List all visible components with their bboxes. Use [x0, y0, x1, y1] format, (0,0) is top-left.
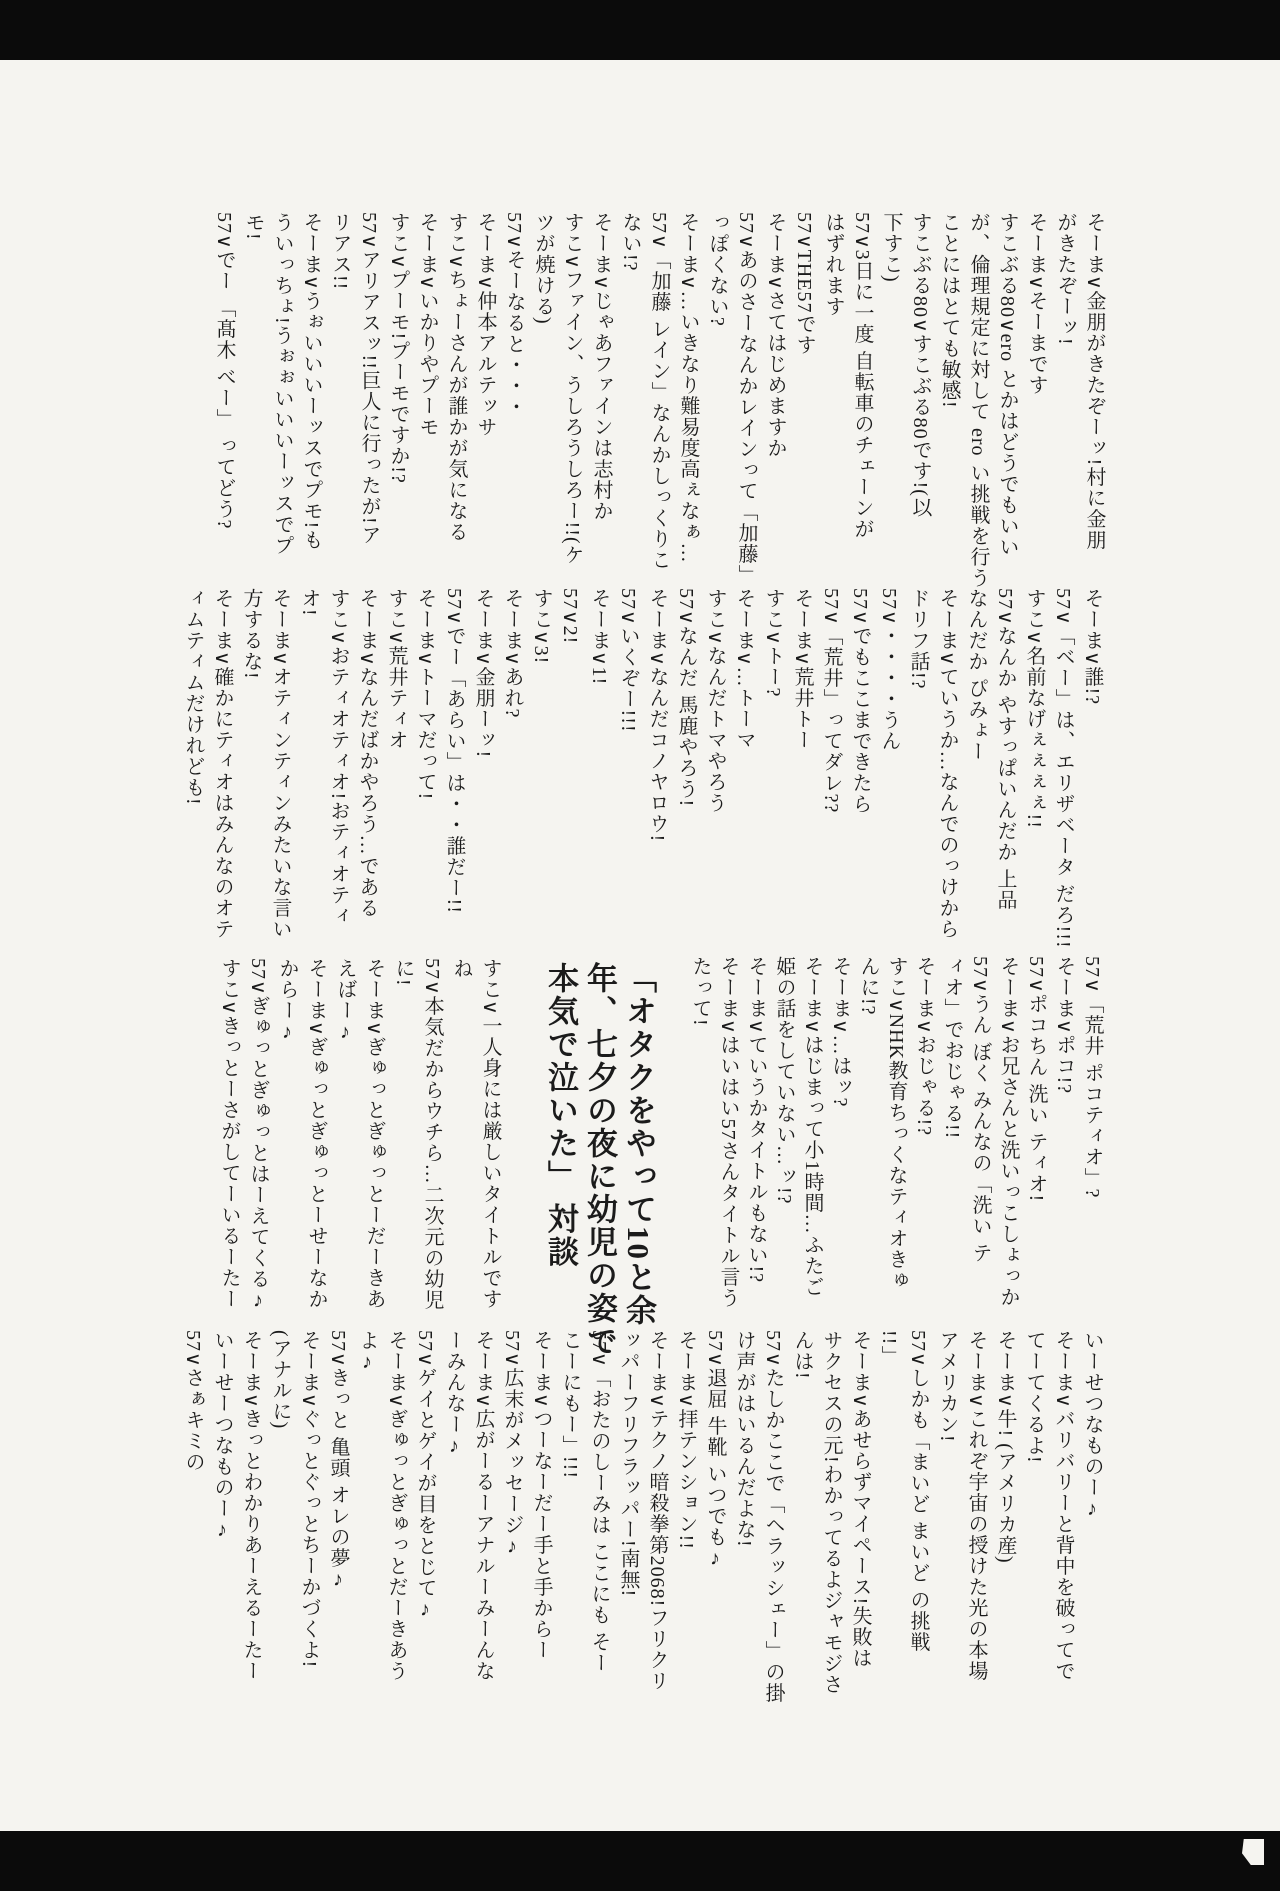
text-column: 57∨3日に一度 自転車のチェーンが: [851, 212, 873, 540]
text-column: そーま∨はじまって小1時間…ふたご: [801, 956, 823, 1298]
text-column: すこ∨3!: [530, 588, 552, 665]
text-column: 57∨ぎゅっとぎゅっとはーえてくる♪: [247, 958, 269, 1313]
text-column: そーま∨テクノ暗殺拳第2068!フリクリ: [646, 1330, 668, 1692]
text-column: そーま∨つーなーだー手と手からー: [530, 1330, 552, 1661]
text-column: すこ∨一人身には厳しいタイトルです: [479, 958, 501, 1310]
text-column: よ♪: [356, 1330, 378, 1374]
text-column: そーま∨…トーマ: [733, 588, 755, 751]
text-column: そーま∨…はッ?: [829, 956, 851, 1108]
text-column: そーま∨きっとわかりあーえるーたー: [240, 1330, 262, 1682]
text-column: 年、七夕の夜に幼児の姿で: [582, 962, 617, 1358]
text-column: ィムティムだけれども!: [182, 588, 204, 806]
text-column: そーま∨はいはい57さんタイトル言う: [717, 956, 739, 1309]
text-column: 57∨本気だからウチら…二次元の幼児: [421, 958, 443, 1311]
text-column: いーせーつなものー♪: [211, 1330, 233, 1542]
text-column: そーま∨うぉいいいーッスでプモ!も: [300, 212, 322, 551]
text-column: すこ∨プーモ!プーモですか!?: [387, 212, 409, 484]
text-column: サクセスの元!わかってるよジャモジさ: [820, 1330, 842, 1695]
text-column: ッパーフリフラッパー!南無!: [617, 1330, 639, 1598]
text-column: そーま∨ていうかタイトルもない!?: [745, 956, 767, 1284]
text-column: てーてくるよ!: [1023, 1330, 1045, 1464]
text-column: んに!?: [857, 956, 879, 1016]
text-column: 57∨そーなると・・・: [503, 212, 525, 418]
text-column: そーま∨金朋ーッ!: [472, 588, 494, 759]
text-column: いーせつなものー♪: [1081, 1330, 1103, 1521]
text-column: 57∨「荒井 ポコティオ」?: [1081, 956, 1103, 1199]
text-band-2: [178, 588, 1106, 960]
text-column: け声がはいるんだよな!: [733, 1330, 755, 1548]
text-column: すこ∨おティオティオ!おティオティ: [327, 588, 349, 927]
text-column: っぽくない?: [706, 212, 728, 327]
text-band-1: [209, 212, 1108, 592]
text-column: 57∨退屈 牛靴 いつでも♪: [704, 1330, 726, 1571]
text-column: 57∨広末がメッセージ♪: [501, 1330, 523, 1559]
text-column: そーま∨金朋がきたぞーッ!村に金朋: [1083, 212, 1105, 551]
text-column: そーま∨そーまです: [1025, 212, 1047, 396]
text-column: そーま∨ていうか…なんでのっけから: [936, 588, 958, 940]
text-column: オ!: [298, 588, 320, 617]
text-column: 57∨THE57です: [793, 212, 815, 356]
text-column: すこ∨トー?: [762, 588, 784, 698]
text-column: ーみんなー♪: [443, 1330, 465, 1458]
text-column: ドリフ話!?: [907, 588, 929, 690]
text-column: が、倫理規定に対して ero い挑戦を行う: [967, 212, 989, 589]
text-column: そーま∨いかりやプーモ: [416, 212, 438, 438]
text-column: !!」: [878, 1330, 900, 1367]
text-column: ィオ」でおじゃる!!: [941, 956, 963, 1140]
text-column: こーにもー」!!!: [559, 1330, 581, 1479]
text-column: そーま∨お兄さんと洗いっこしょっか: [997, 956, 1019, 1308]
interview-title: [541, 962, 658, 1358]
text-column: 「オタクをやって10と余: [621, 962, 656, 1327]
text-column: そーま∨あれ?: [501, 588, 523, 719]
text-column: 下すこ): [880, 212, 902, 283]
text-column: ういっちょ!うぉぉいいいーッスでプ: [271, 212, 293, 556]
top-scan-bar: [0, 0, 1280, 60]
text-column: 57∨2!: [559, 588, 581, 645]
text-column: はずれます: [822, 212, 844, 317]
text-column: 57∨なんか やすっぱいんだか 上品: [994, 588, 1016, 911]
text-column: がきたぞーッ!: [1054, 212, 1076, 346]
text-column: (アナルに): [269, 1330, 291, 1430]
page-corner-mark: [1242, 1839, 1264, 1865]
text-column: たって!: [689, 956, 711, 1027]
text-band-4: [178, 1330, 1106, 1712]
text-column: そーま∨バリバリーと背中を破ってで: [1052, 1330, 1074, 1682]
text-column: そーま∨誰!?: [1081, 588, 1103, 706]
text-column: ツが焼ける): [532, 212, 554, 325]
text-column: そーま∨ぐっとぐっとちーかづくよ!: [298, 1330, 320, 1669]
text-column: 57∨「荒井」ってダレ??: [820, 588, 842, 814]
text-column: そーま∨1!: [588, 588, 610, 686]
text-column: そーま∨オティンティンみたいな言い: [269, 588, 291, 940]
text-column: すこ∨なんだトマやろう: [704, 588, 726, 814]
text-column: そーま∨トーマだって!: [414, 588, 436, 801]
text-column: すこ∨きっとーさがしてーいるーたー: [218, 958, 240, 1310]
text-column: なんだか ぴみょー: [965, 588, 987, 762]
text-column: 57∨ポコちん 洗い ティオ!: [1025, 956, 1047, 1203]
bottom-scan-bar: [0, 1831, 1280, 1891]
text-column: 方するな!: [240, 588, 262, 680]
text-column: アメリカン!: [936, 1330, 958, 1443]
text-column: そーま∨確かにティオはみんなのオテ: [211, 588, 233, 940]
text-column: そーま∨ポコ!?: [1053, 956, 1075, 1095]
text-band-3-left: [214, 958, 504, 1326]
text-column: そーま∨じゃあファインは志村か: [590, 212, 612, 522]
text-column: 57∨いくぞー!!!: [617, 588, 639, 733]
text-column: ね: [450, 958, 472, 979]
text-column: 57∨きっと 亀頭 オレの夢♪: [327, 1330, 349, 1592]
text-column: 57∨しかも「まいど まいど の挑戦: [907, 1330, 929, 1653]
text-column: そーま∨牛! (アメリカ産): [994, 1330, 1016, 1564]
text-column: そーま∨さてはじめますか: [764, 212, 786, 459]
text-column: そーま∨荒井トー: [791, 588, 813, 751]
text-column: そーま∨ぎゅっとぎゅっとーだーきあ: [363, 958, 385, 1310]
text-column: 57∨たしかここで「ヘラッシェー」の掛: [762, 1330, 784, 1704]
text-column: 57∨アリアスッ!!巨人に行ったが!ア: [358, 212, 380, 546]
text-column: 57∨あのさーなんかレインって「加藤」: [735, 212, 757, 586]
text-column: そーま∨あせらずマイペース!失敗は: [849, 1330, 871, 1669]
text-column: えばー♪: [334, 958, 356, 1044]
text-column: 57∨うん ぼく みんなの「洗い テ: [969, 956, 991, 1264]
text-column: 57∨「ベー」は、エリザベータ だろ!!!: [1052, 588, 1074, 949]
text-column: すこ∨ちょーさんが誰かが気になる: [445, 212, 467, 543]
text-column: 57∨でー「あらい」は・・誰だー!!: [443, 588, 465, 914]
text-column: 57∨さぁキミの: [182, 1330, 204, 1473]
text-column: そーま∨…いきなり難易度高ぇなぁ…: [677, 212, 699, 564]
text-column: そーま∨仲本アルテッサ: [474, 212, 496, 438]
text-column: すこ∨ファイン、うしろうしろー!!(ケ: [561, 212, 583, 566]
text-column: そーま∨ぎゅっとぎゅっとだーきあう: [385, 1330, 407, 1682]
text-column: 本気で泣いた」 対談: [543, 962, 578, 1269]
text-column: 姫の話をしていない…ッ!?: [773, 956, 795, 1205]
text-column: モ!: [242, 212, 264, 241]
text-column: からー♪: [276, 958, 298, 1044]
text-column: そーま∨これぞ宇宙の授けた光の本場: [965, 1330, 987, 1682]
text-column: んは!: [791, 1330, 813, 1380]
text-column: ない!?: [619, 212, 641, 272]
text-column: 57∨なんだ 馬鹿やろう!: [675, 588, 697, 808]
text-column: ことにはとても敏感!: [938, 212, 960, 409]
text-column: そーま∨ぎゅっとぎゅっとーせーなか: [305, 958, 327, 1310]
text-column: そーま∨なんだばかやろう…である: [356, 588, 378, 919]
text-column: 57∨「加藤 レイン」なんかしっくりこ: [648, 212, 670, 571]
text-column: 57∨でー 「髙木 べー」 ってどう?: [213, 212, 235, 530]
text-column: そーま∨拝テンション!!: [675, 1330, 697, 1550]
text-column: すこぶる80∨ero とかはどうでもいい: [996, 212, 1018, 558]
text-column: すこぶる80∨すこぶる80です!(以: [909, 212, 931, 518]
text-column: すこ∨荒井ティオ: [385, 588, 407, 751]
text-column: そーま∨広がーるーアナルーみーんな: [472, 1330, 494, 1682]
text-column: すこ∨名前なげぇぇぇぇ!!: [1023, 588, 1045, 829]
text-column: すこ∨NHK教育ちっくなティオきゅ: [885, 956, 907, 1291]
text-column: 57∨「おたのしーみは ここにも そー: [588, 1330, 610, 1674]
text-band-3-right: [686, 956, 1106, 1324]
text-column: に!: [392, 958, 414, 987]
text-column: 57∨でもここまできたら: [849, 588, 871, 815]
text-column: 57∨ゲイとゲイが目をとじて♪: [414, 1330, 436, 1622]
text-column: そーま∨なんだコノヤロウ!: [646, 588, 668, 843]
text-column: リアス!!: [329, 212, 351, 291]
text-column: そーま∨おじゃる!?: [913, 956, 935, 1137]
text-column: 57∨・・・・うん: [878, 588, 900, 752]
